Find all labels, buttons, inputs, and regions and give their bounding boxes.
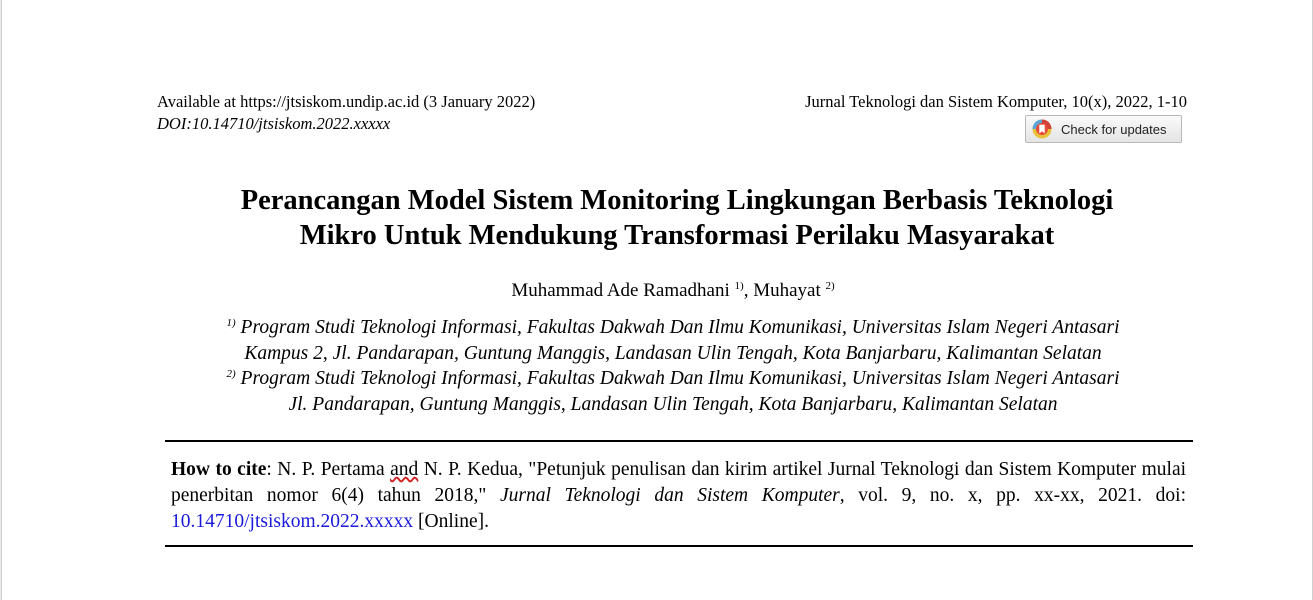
citation-author-1: N. P. Pertama — [277, 459, 385, 480]
header-left — [157, 91, 535, 135]
how-to-cite-label: How to cite — [171, 459, 267, 480]
author-separator: , — [743, 280, 749, 301]
title-line-2: Mikro Untuk Mendukung Transformasi Perilaku Masyarakat — [299, 220, 1055, 251]
citation-online-tag: [Online]. — [418, 511, 489, 532]
how-to-cite-colon: : — [266, 459, 272, 480]
affiliation-2-text: Program Studi Teknologi Informasi, Fakultas Dakwah Dan Ilmu Komunikasi, Universitas Islam Negeri Antasari — [240, 368, 1120, 389]
document-page — [1, 0, 1313, 600]
check-updates-icon — [1032, 119, 1052, 139]
affiliation-1-line-2: Kampus 2, Jl. Pandarapan, Guntung Manggis, Landasan Ulin Tengah, Kota Banjarbaru, Kalimantan Selatan — [244, 342, 1102, 364]
journal-reference: Jurnal Teknologi dan Sistem Komputer, 10(x), 2022, 1-10 — [805, 92, 1187, 111]
affiliations — [2, 315, 1313, 417]
check-for-updates-label: Check for updates — [1061, 121, 1167, 137]
citation-doi-link[interactable]: 10.14710/jtsiskom.2022.xxxxx — [171, 511, 414, 532]
citation-volume-info: , vol. 9, no. x, pp. xx-xx, 2021. doi: — [839, 485, 1187, 506]
affiliation-2-line-1 — [2, 366, 1313, 392]
affiliation-1-text: Program Studi Teknologi Informasi, Fakultas Dakwah Dan Ilmu Komunikasi, Universitas Islam Negeri Antasari — [240, 317, 1120, 338]
how-to-cite-block — [171, 457, 1186, 535]
citation-journal-name: Jurnal Teknologi dan Sistem Komputer — [499, 485, 840, 506]
spellcheck-flagged-word: and — [390, 459, 419, 480]
citation-bottom-rule — [165, 545, 1193, 547]
author-2-name: Muhayat — [753, 280, 821, 301]
availability-line: Available at https://jtsiskom.undip.ac.id (3 January 2022) — [157, 92, 536, 111]
citation-body: N. P. Kedua, "Petunjuk penulisan dan kirim artikel Jurnal Teknologi dan Sistem Komputer mulai penerbitan nomor 6(4) tahun 2018," — [171, 459, 1187, 506]
paper-title — [2, 183, 1313, 253]
author-list — [2, 279, 1313, 303]
citation-top-rule — [165, 440, 1193, 442]
doi-line: DOI:10.14710/jtsiskom.2022.xxxxx — [157, 114, 391, 133]
check-for-updates-button[interactable] — [1025, 115, 1182, 143]
author-1-affiliation-mark: 1) — [734, 280, 744, 292]
affiliation-2-line-2: Jl. Pandarapan, Guntung Manggis, Landasan Ulin Tengah, Kota Banjarbaru, Kalimantan Selatan — [288, 393, 1058, 415]
title-line-1: Perancangan Model Sistem Monitoring Lingkungan Berbasis Teknologi — [240, 185, 1114, 216]
author-1-name: Muhammad Ade Ramadhani — [511, 280, 730, 301]
affiliation-1-line-1 — [2, 315, 1313, 341]
affiliation-2-mark: 2) — [226, 368, 236, 380]
affiliation-1-mark: 1) — [226, 317, 236, 329]
author-2-affiliation-mark: 2) — [825, 280, 835, 292]
